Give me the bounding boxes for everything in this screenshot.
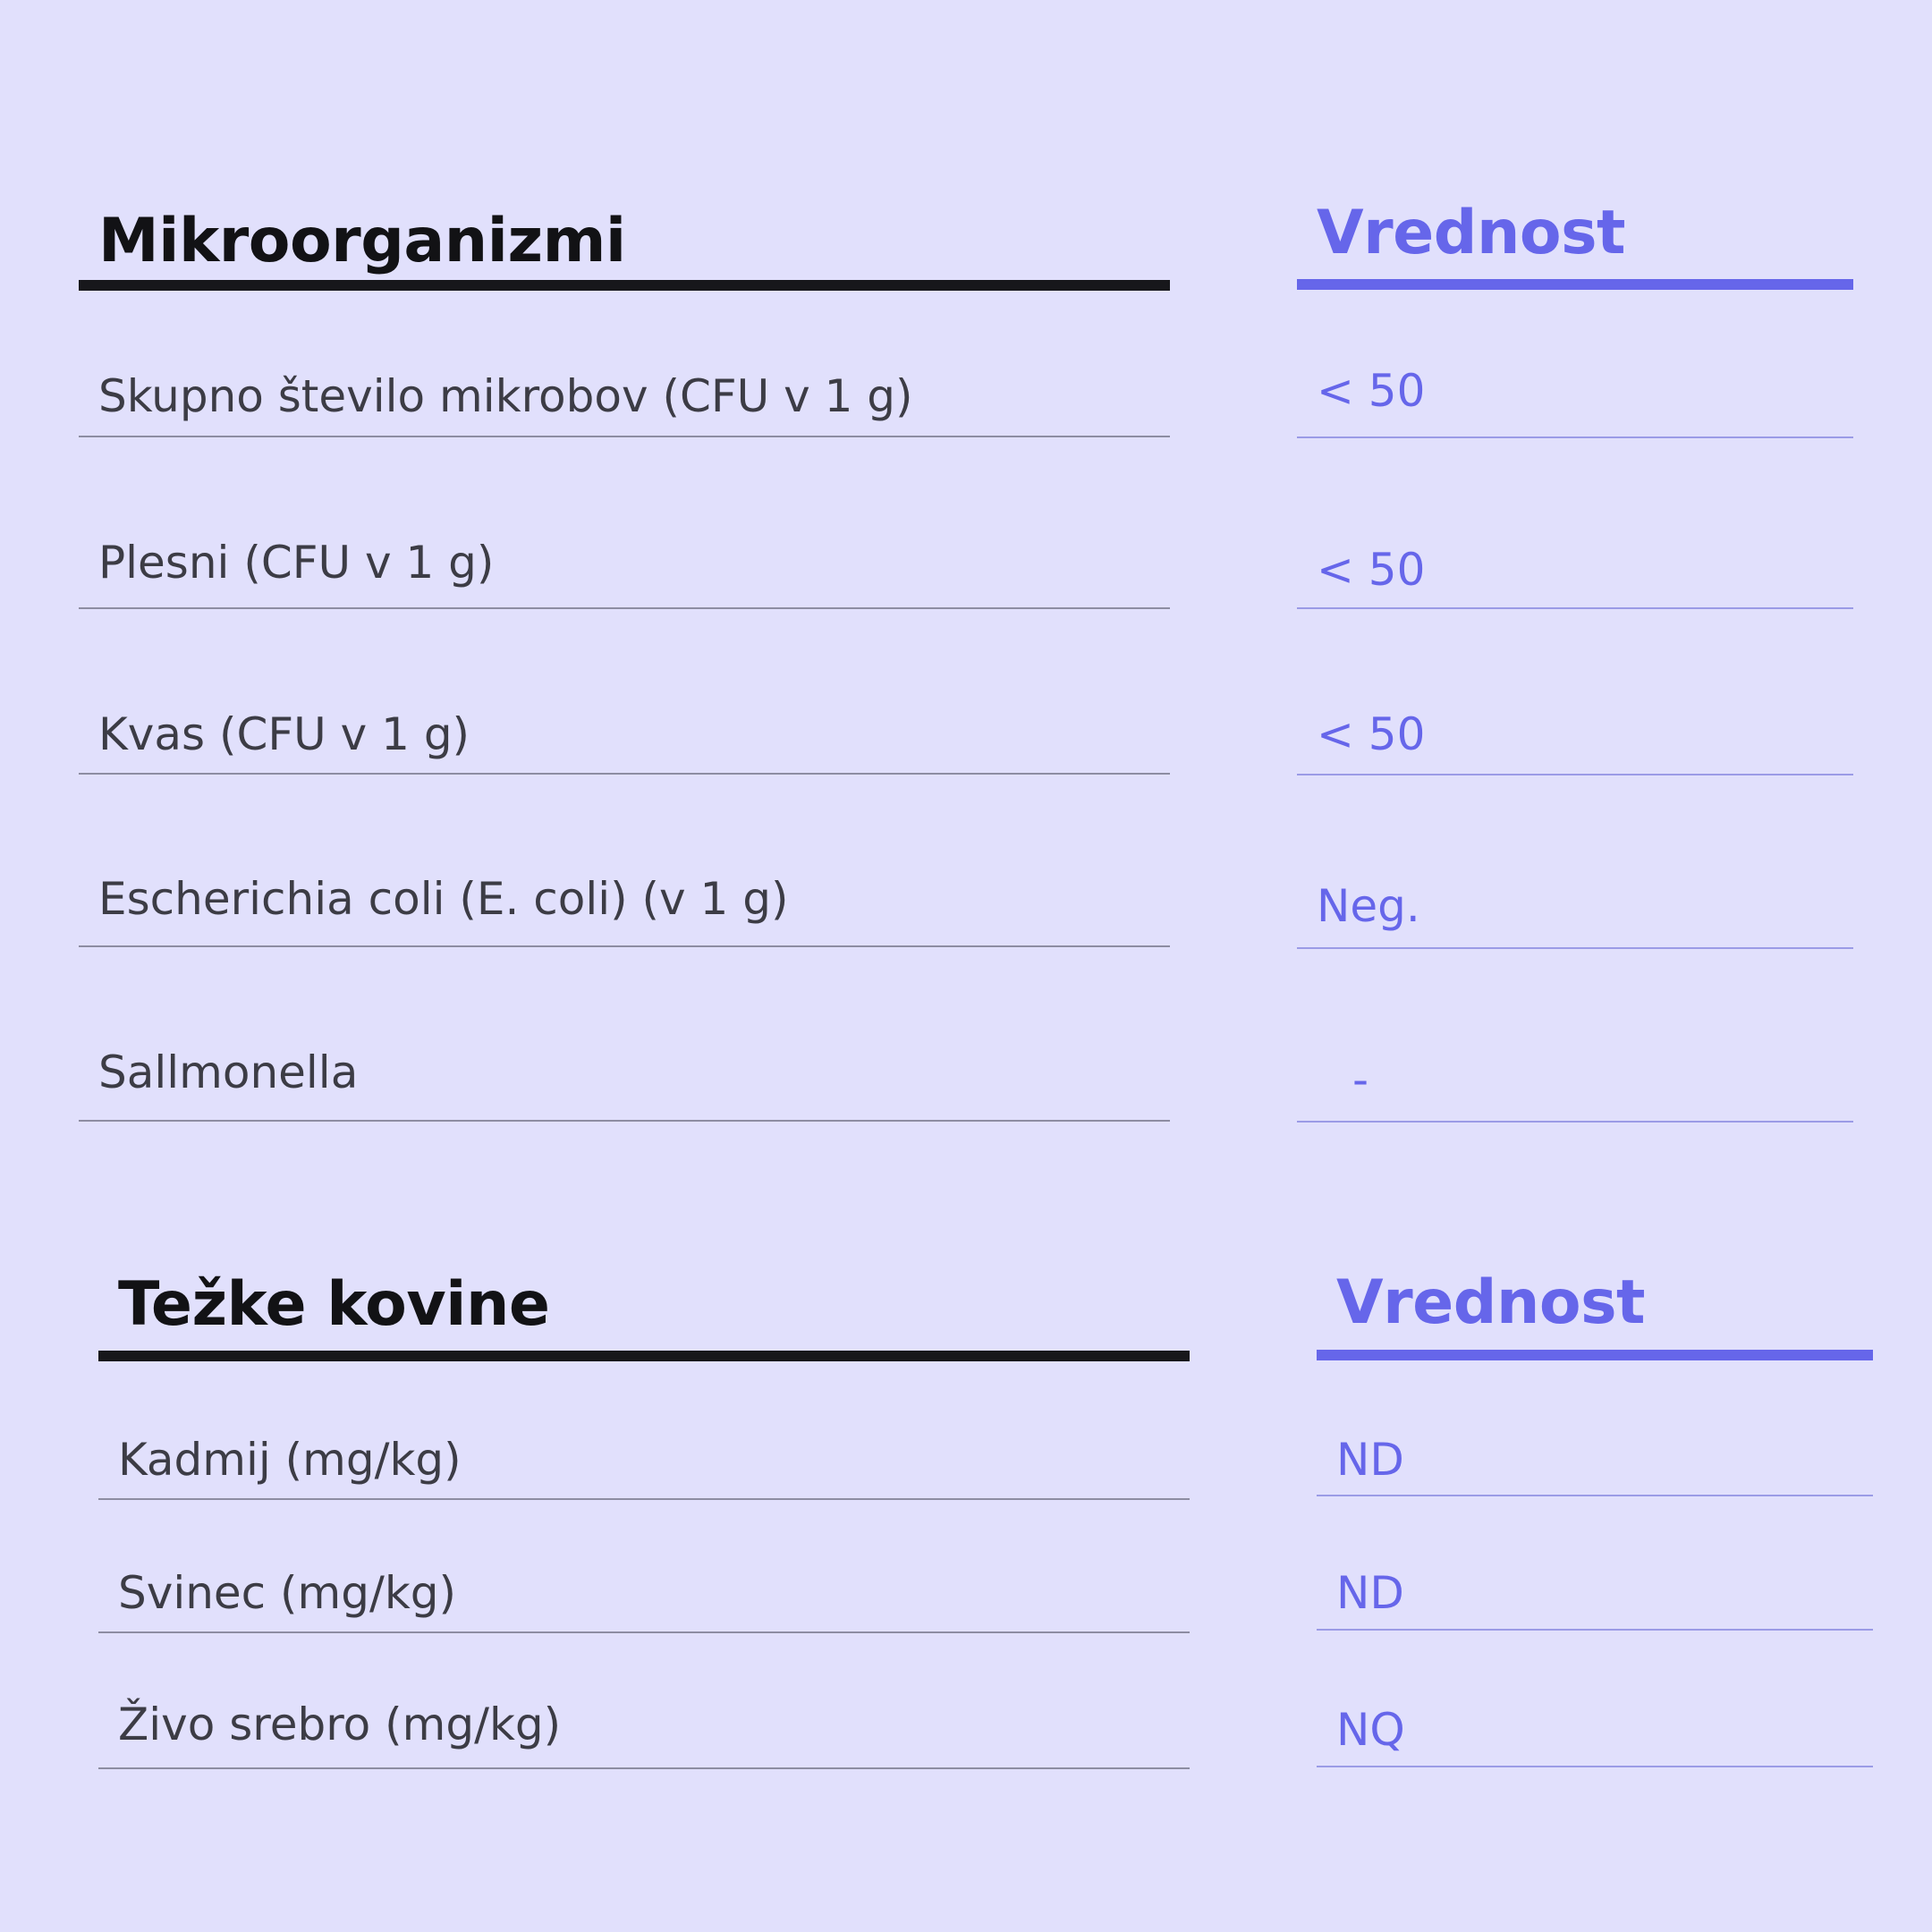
row-value: < 50 — [1317, 544, 1426, 596]
heavy-metals-value-heading-rule — [1317, 1350, 1873, 1360]
heavy-metals-heading: Težke kovine — [118, 1269, 550, 1340]
row-divider — [79, 436, 1170, 437]
row-label: Plesni (CFU v 1 g) — [98, 537, 495, 589]
value-divider — [1297, 436, 1853, 438]
row-divider — [79, 1120, 1170, 1122]
row-value: NQ — [1336, 1704, 1405, 1756]
value-divider — [1317, 1629, 1873, 1631]
value-divider — [1297, 1121, 1853, 1123]
row-value: - — [1352, 1054, 1369, 1106]
heavy-metals-value-heading: Vrednost — [1336, 1267, 1646, 1338]
value-divider — [1297, 947, 1853, 949]
row-label: Sallmonella — [98, 1046, 359, 1098]
row-value: < 50 — [1317, 365, 1426, 417]
row-label: Escherichia coli (E. coli) (v 1 g) — [98, 873, 789, 925]
microorganisms-value-heading-rule — [1297, 279, 1853, 290]
row-divider — [98, 1767, 1190, 1769]
microorganisms-heading-rule — [79, 280, 1170, 291]
row-divider — [79, 773, 1170, 775]
row-divider — [79, 607, 1170, 609]
heavy-metals-heading-rule — [98, 1351, 1190, 1361]
row-label: Skupno število mikrobov (CFU v 1 g) — [98, 370, 913, 422]
row-value: Neg. — [1317, 880, 1420, 932]
value-divider — [1317, 1766, 1873, 1767]
value-divider — [1297, 774, 1853, 775]
row-label: Kadmij (mg/kg) — [118, 1434, 462, 1486]
row-divider — [98, 1498, 1190, 1500]
row-value: ND — [1336, 1567, 1404, 1619]
row-label: Kvas (CFU v 1 g) — [98, 708, 470, 760]
microorganisms-heading: Mikroorganizmi — [98, 206, 626, 276]
microorganisms-value-heading: Vrednost — [1317, 198, 1626, 268]
row-value: < 50 — [1317, 708, 1426, 760]
row-value: ND — [1336, 1434, 1404, 1486]
row-label: Živo srebro (mg/kg) — [118, 1699, 562, 1750]
value-divider — [1297, 607, 1853, 609]
value-divider — [1317, 1495, 1873, 1496]
row-label: Svinec (mg/kg) — [118, 1567, 457, 1619]
row-divider — [79, 945, 1170, 947]
row-divider — [98, 1631, 1190, 1633]
